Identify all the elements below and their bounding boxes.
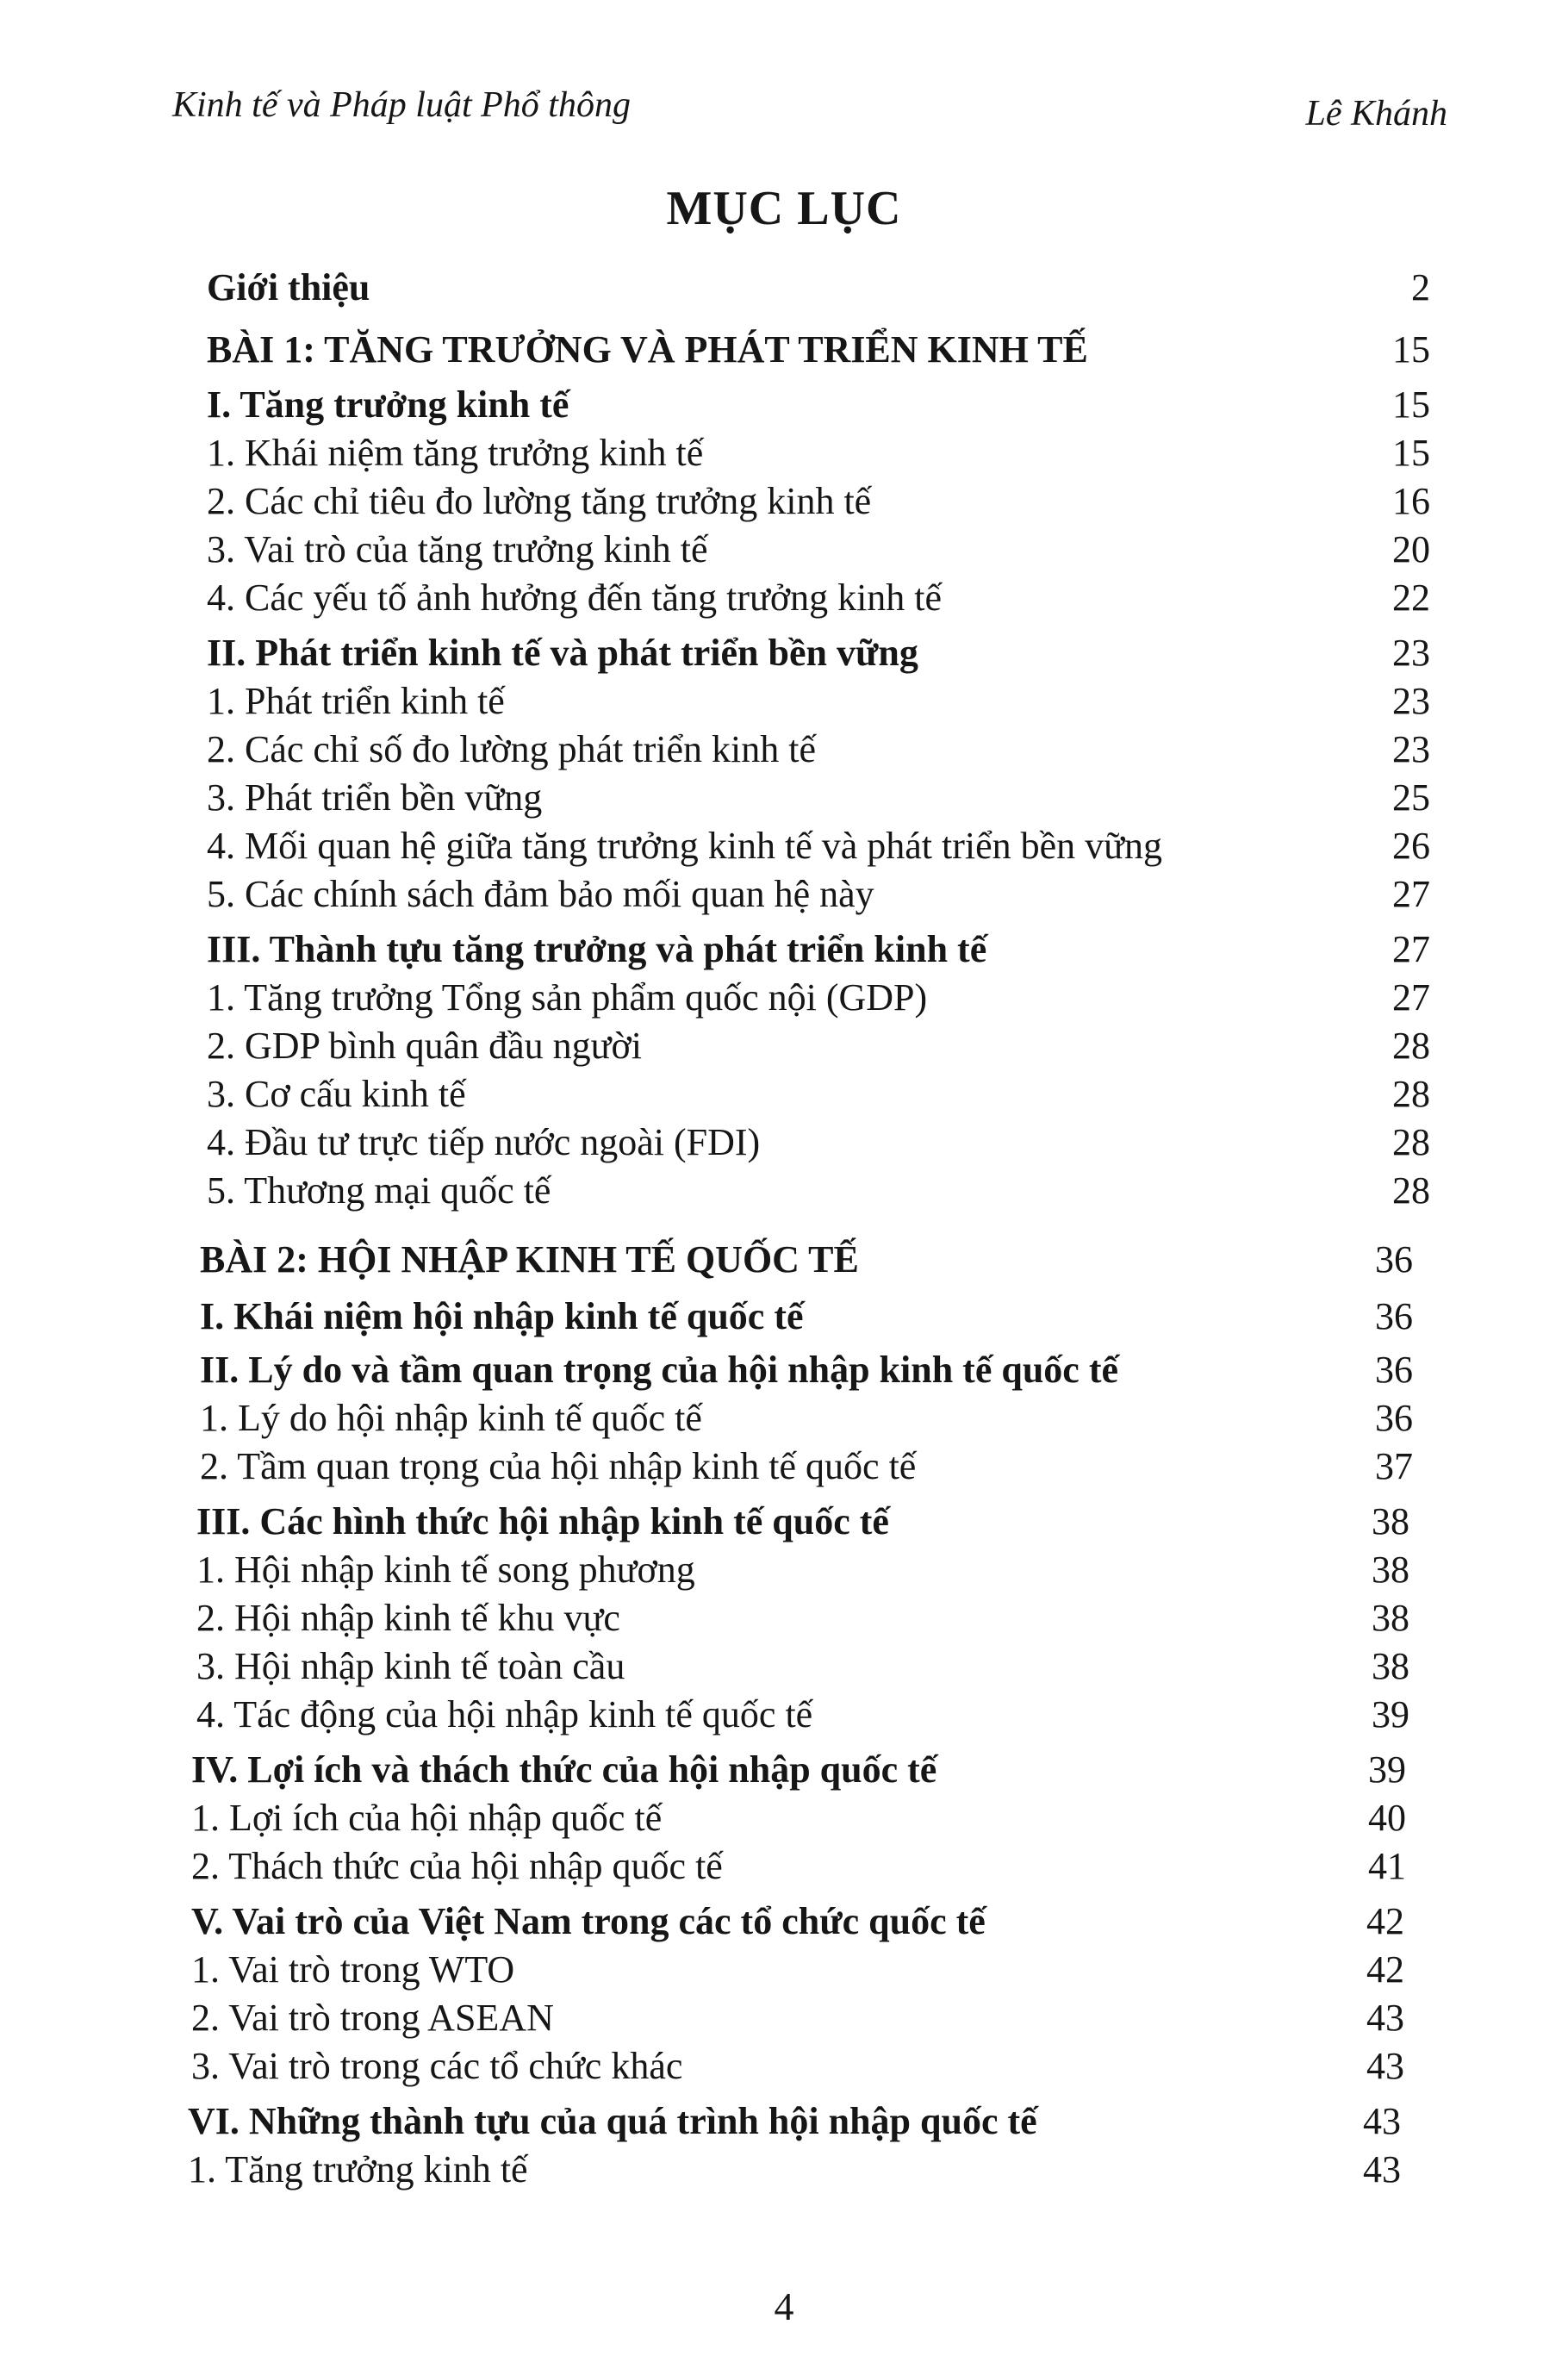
toc-entry-label: 1. Lý do hội nhập kinh tế quốc tế (200, 1397, 702, 1439)
toc-entry-page: 40 (1368, 1797, 1406, 1839)
toc-entry-subsection (0, 576, 1568, 620)
toc-entry-subsection (0, 1996, 1568, 2041)
toc-entry-section (0, 2099, 1568, 2144)
toc-entry-subsection (0, 679, 1568, 724)
toc-entry-subsection (0, 776, 1568, 820)
toc-entry-page: 37 (1375, 1445, 1413, 1487)
toc-entry-label: 1. Vai trò trong WTO (191, 1948, 515, 1991)
toc-entry-label: 1. Tăng trưởng kinh tế (188, 2148, 528, 2190)
toc-entry-section (0, 631, 1568, 676)
toc-entry-subsection (0, 431, 1568, 476)
toc-entry-subsection (0, 2147, 1568, 2192)
toc-entry-label: 3. Cơ cấu kinh tế (207, 1073, 466, 1115)
toc-entry-subsection (0, 1692, 1568, 1737)
toc-entry-label: 3. Phát triển bền vững (207, 776, 543, 819)
toc-entry-label: 5. Thương mại quốc tế (207, 1169, 551, 1212)
toc-entry-label: 1. Tăng trưởng Tổng sản phẩm quốc nội (GDP) (207, 976, 928, 1019)
toc-entry-page: 28 (1392, 1169, 1430, 1212)
toc-entry-label: 2. Tầm quan trọng của hội nhập kinh tế quốc tế (200, 1445, 917, 1487)
toc-entry-label: I. Tăng trưởng kinh tế (207, 383, 569, 426)
toc-entry-subsection (0, 1168, 1568, 1213)
toc-entry-page: 36 (1375, 1238, 1413, 1281)
toc-entry-label: 2. Các chỉ số đo lường phát triển kinh tế (207, 728, 816, 770)
toc-entry-subsection (0, 1120, 1568, 1165)
toc-entry-lesson (0, 1237, 1568, 1282)
toc-entry-label: 1. Hội nhập kinh tế song phương (196, 1549, 695, 1591)
toc-entry-section (0, 1499, 1568, 1544)
toc-entry-label: 3. Hội nhập kinh tế toàn cầu (196, 1645, 625, 1687)
toc-entry-page: 20 (1392, 528, 1430, 570)
toc-entry-page: 28 (1392, 1121, 1430, 1163)
toc-entry-page: 25 (1392, 776, 1430, 819)
toc-entry-label: 2. Vai trò trong ASEAN (191, 1997, 554, 2039)
toc-entry-subsection (0, 824, 1568, 869)
toc-entry-page: 23 (1392, 728, 1430, 770)
toc-entry-label: Giới thiệu (207, 266, 370, 308)
book-title: Kinh tế và Pháp luật Phổ thông (172, 85, 631, 125)
toc-entry-page: 43 (1366, 2045, 1404, 2087)
toc-entry-page: 42 (1366, 1900, 1404, 1942)
toc-entry-subsection (0, 727, 1568, 772)
toc-entry-label: V. Vai trò của Việt Nam trong các tổ chức quốc tế (191, 1900, 986, 1942)
toc-entry-subsection (0, 1024, 1568, 1069)
toc-entry-subsection (0, 1844, 1568, 1889)
toc-entry-page: 36 (1375, 1397, 1413, 1439)
toc-entry-label: 3. Vai trò trong các tổ chức khác (191, 2045, 683, 2087)
toc-entry-label: 2. Hội nhập kinh tế khu vực (196, 1597, 620, 1639)
toc-entry-label: 5. Các chính sách đảm bảo mối quan hệ này (207, 873, 874, 915)
toc-entry-lesson (0, 327, 1568, 372)
toc-entry-subsection (0, 2044, 1568, 2089)
toc-entry-page: 28 (1392, 1025, 1430, 1067)
toc-entry-page: 23 (1392, 680, 1430, 722)
toc-entry-page: 39 (1368, 1748, 1406, 1791)
toc-title: MỤC LỤC (666, 182, 902, 235)
toc-entry-section (0, 1348, 1568, 1393)
toc-entry-label: VI. Những thành tựu của quá trình hội nhập quốc tế (188, 2100, 1037, 2142)
page-number: 4 (774, 2284, 794, 2328)
toc-entry-label: BÀI 2: HỘI NHẬP KINH TẾ QUỐC TẾ (200, 1238, 859, 1281)
toc-entry-label: 1. Phát triển kinh tế (207, 680, 505, 722)
toc-entry-page: 43 (1366, 1997, 1404, 2039)
toc-entry-label: 4. Các yếu tố ảnh hưởng đến tăng trưởng kinh tế (207, 576, 943, 619)
toc-entry-subsection (0, 872, 1568, 917)
toc-entry-page: 27 (1392, 873, 1430, 915)
toc-entry-label: 4. Mối quan hệ giữa tăng trưởng kinh tế và phát triển bền vững (207, 825, 1163, 867)
toc-entry-page: 23 (1392, 632, 1430, 674)
author-name: Lê Khánh (1305, 94, 1447, 134)
toc-entry-page: 43 (1363, 2148, 1401, 2190)
toc-entry-page: 36 (1375, 1295, 1413, 1337)
toc-entry-page: 36 (1375, 1349, 1413, 1391)
toc-entry-page: 27 (1392, 928, 1430, 970)
toc-entry-subsection (0, 1396, 1568, 1441)
toc-entry-subsection (0, 479, 1568, 524)
toc-entry-subsection (0, 975, 1568, 1020)
toc-entry-page: 22 (1392, 576, 1430, 619)
toc-entry-label: 3. Vai trò của tăng trưởng kinh tế (207, 528, 708, 570)
toc-entry-section (0, 383, 1568, 427)
toc-entry-page: 26 (1392, 825, 1430, 867)
toc-entry-page: 28 (1392, 1073, 1430, 1115)
table-of-contents (0, 255, 1568, 2220)
toc-entry-label: 4. Đầu tư trực tiếp nước ngoài (FDI) (207, 1121, 761, 1163)
toc-entry-label: BÀI 1: TĂNG TRƯỞNG VÀ PHÁT TRIỂN KINH TẾ (207, 328, 1088, 371)
toc-entry-label: 1. Khái niệm tăng trưởng kinh tế (207, 432, 704, 474)
toc-entry-subsection (0, 1072, 1568, 1117)
toc-entry-page: 38 (1372, 1549, 1409, 1591)
toc-entry-subsection (0, 1548, 1568, 1592)
toc-entry-subsection (0, 1644, 1568, 1689)
toc-entry-label: 4. Tác động của hội nhập kinh tế quốc tế (196, 1693, 813, 1735)
toc-entry-subsection (0, 1444, 1568, 1489)
toc-entry-page: 2 (1411, 266, 1430, 308)
toc-entry-subsection (0, 527, 1568, 572)
running-header (172, 84, 1447, 136)
toc-entry-page: 27 (1392, 976, 1430, 1019)
toc-entry-label: 2. GDP bình quân đầu người (207, 1025, 643, 1067)
toc-entry-page: 38 (1372, 1597, 1409, 1639)
toc-entry-label: 1. Lợi ích của hội nhập quốc tế (191, 1797, 663, 1839)
toc-entry-label: I. Khái niệm hội nhập kinh tế quốc tế (200, 1295, 804, 1337)
toc-entry-subsection (0, 1947, 1568, 1992)
toc-entry-label: II. Lý do và tầm quan trọng của hội nhập kinh tế quốc tế (200, 1349, 1119, 1391)
toc-entry-subsection (0, 1796, 1568, 1841)
toc-entry-page: 38 (1372, 1645, 1409, 1687)
toc-entry-page: 41 (1368, 1845, 1406, 1887)
toc-entry-page: 42 (1366, 1948, 1404, 1991)
toc-entry-subsection (0, 1596, 1568, 1641)
toc-entry-page: 15 (1392, 432, 1430, 474)
toc-entry-section (0, 1899, 1568, 1944)
toc-entry-label: II. Phát triển kinh tế và phát triển bền vững (207, 632, 918, 674)
toc-entry-intro (0, 265, 1568, 310)
toc-entry-label: 2. Thách thức của hội nhập quốc tế (191, 1845, 723, 1887)
toc-entry-section (0, 1748, 1568, 1792)
toc-entry-page: 15 (1392, 383, 1430, 426)
toc-entry-label: IV. Lợi ích và thách thức của hội nhập quốc tế (191, 1748, 937, 1791)
toc-entry-page: 43 (1363, 2100, 1401, 2142)
toc-entry-label: III. Thành tựu tăng trưởng và phát triển kinh tế (207, 928, 987, 970)
toc-entry-page: 16 (1392, 480, 1430, 522)
toc-entry-label: 2. Các chỉ tiêu đo lường tăng trưởng kinh tế (207, 480, 872, 522)
toc-entry-label: III. Các hình thức hội nhập kinh tế quốc tế (196, 1500, 889, 1542)
toc-entry-section (0, 1294, 1568, 1339)
toc-entry-page: 38 (1372, 1500, 1409, 1542)
toc-entry-page: 15 (1392, 328, 1430, 371)
toc-entry-page: 39 (1372, 1693, 1409, 1735)
toc-entry-section (0, 927, 1568, 972)
